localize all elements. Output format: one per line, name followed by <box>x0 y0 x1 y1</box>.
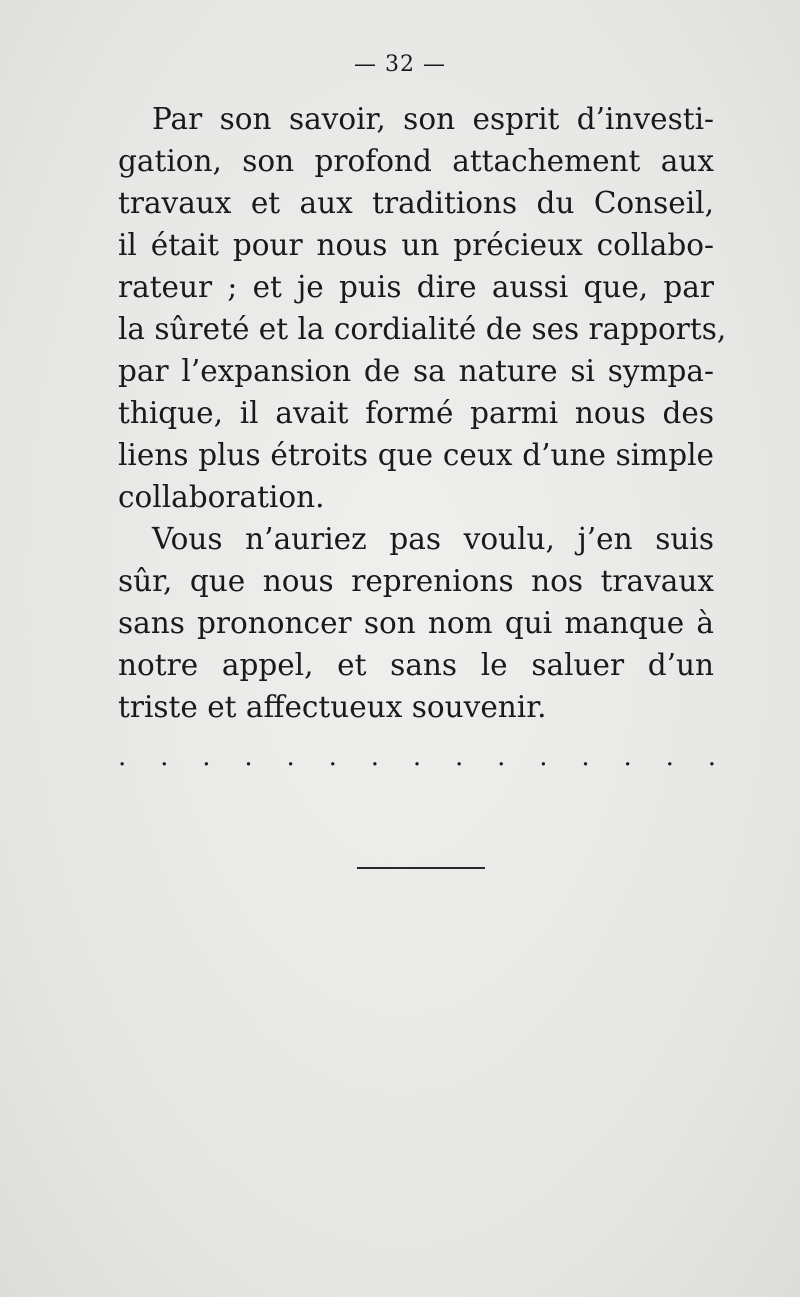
page-number: — 32 — <box>354 52 446 77</box>
text-line: triste et affectueux souvenir. <box>118 690 547 724</box>
ellipsis-dots: . . . . . . . . . . . . . . . <box>118 742 718 772</box>
text-line: gation, son profond attachement aux <box>118 144 714 178</box>
body-text <box>118 98 727 728</box>
text-line: il était pour nous un précieux collabo- <box>118 228 714 262</box>
text-line: thique, il avait formé parmi nous des <box>118 396 714 430</box>
text-line: notre appel, et sans le saluer d’un <box>118 648 714 682</box>
text-line: collaboration. <box>118 480 325 514</box>
text-line: liens plus étroits que ceux d’une simple <box>118 438 714 472</box>
paragraph-1 <box>118 98 727 518</box>
paragraph-2 <box>118 518 714 728</box>
text-line: rateur ; et je puis dire aussi que, par <box>118 270 714 304</box>
text-line: sans prononcer son nom qui manque à <box>118 606 714 640</box>
text-line: la sûreté et la cordialité de ses rapports, <box>118 312 727 346</box>
text-line: travaux et aux traditions du Conseil, <box>118 186 714 220</box>
text-line: par l’expansion de sa nature si sympa- <box>118 354 714 388</box>
text-line: Par son savoir, son esprit d’investi- <box>152 102 714 136</box>
text-line: Vous n’auriez pas voulu, j’en suis <box>152 522 714 556</box>
section-divider <box>357 867 485 869</box>
text-line: sûr, que nous reprenions nos travaux <box>118 564 714 598</box>
